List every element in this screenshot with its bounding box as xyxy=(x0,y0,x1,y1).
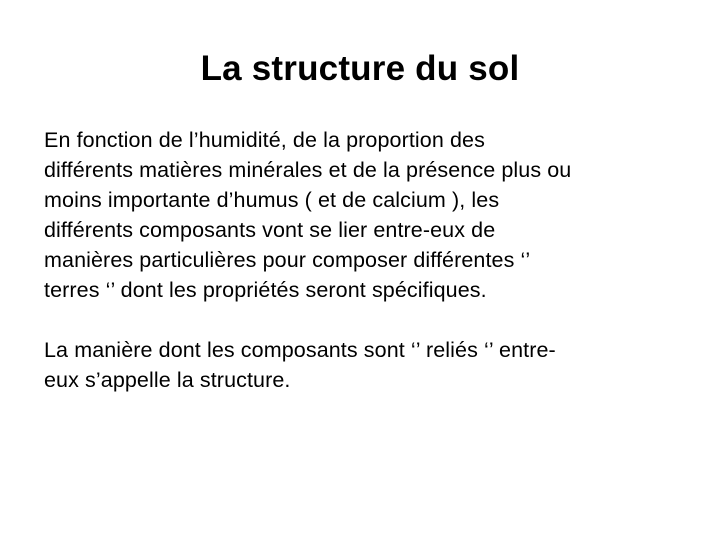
body-paragraph-1: En fonction de l’humidité, de la proportion des différents matières minérales et de la présence plus ou moins importante d’humus ( et de calcium ), les différents composants vont se lier entre-eux de manières particulières pour composer différentes ‘’ terres ‘’ dont les propriétés seront spécifiques. xyxy=(44,128,572,302)
body-paragraph-2: La manière dont les composants sont ‘’ reliés ‘’ entre- eux s’appelle la structure. xyxy=(44,338,556,392)
slide-body xyxy=(44,125,694,395)
slide-title: La structure du sol xyxy=(200,49,520,88)
